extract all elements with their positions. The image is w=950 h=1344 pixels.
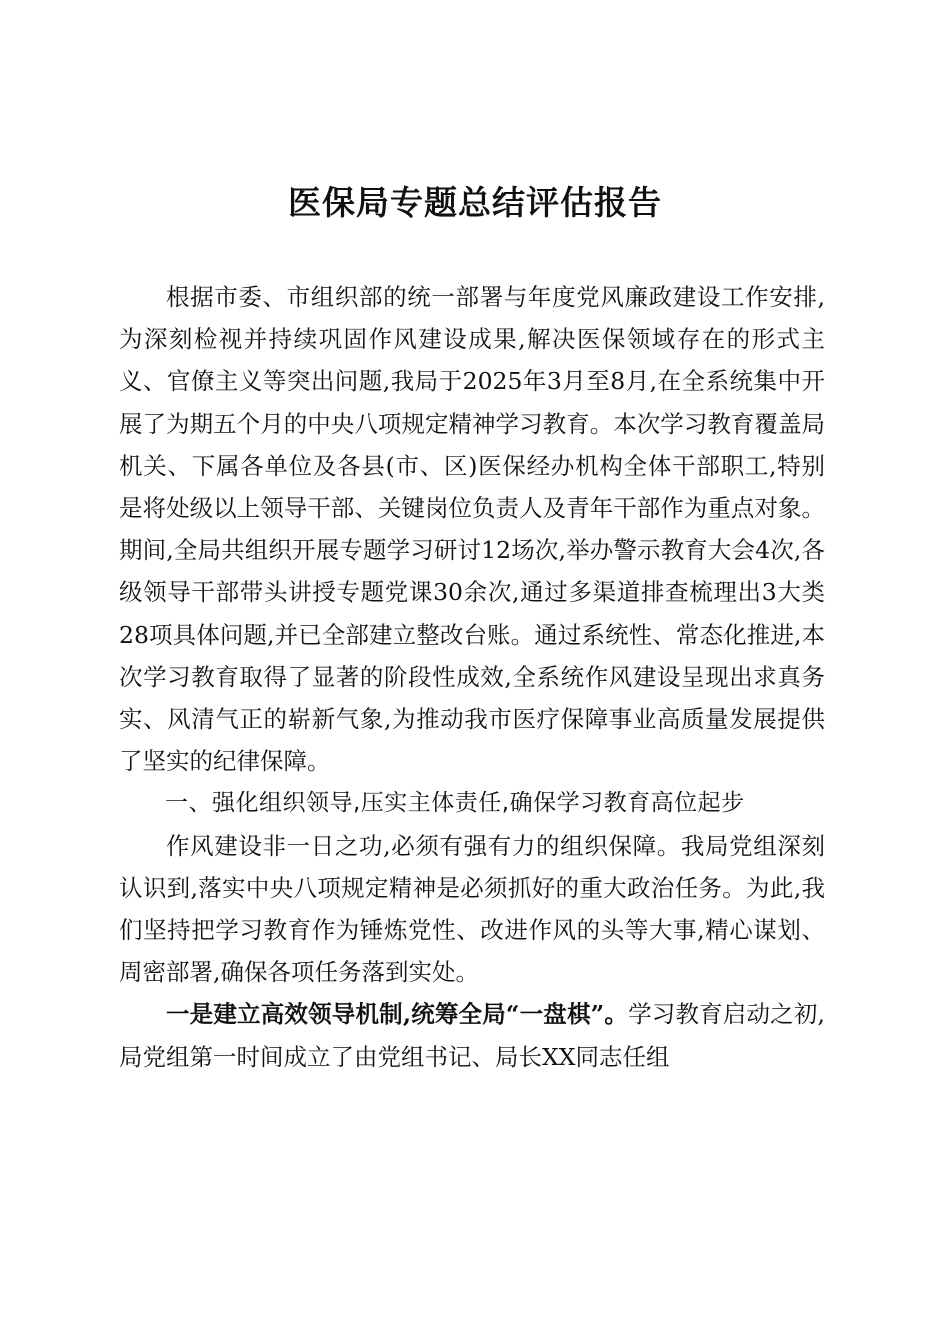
point-1-text: 学习教育启动之初,局党组第一时间成立了由党组书记、局长XX同志任组	[119, 1000, 825, 1071]
document-body	[119, 276, 825, 1078]
section-1-paragraph: 作风建设非一日之功,必须有强有力的组织保障。我局党组深刻认识到,落实中央八项规定精神是必须抓好的重大政治任务。为此,我们坚持把学习教育作为锤炼党性、改进作风的头等大事,精心谋划、周密部署,确保各项任务落到实处。	[119, 831, 825, 987]
intro-paragraph: 根据市委、市组织部的统一部署与年度党风廉政建设工作安排,为深刻检视并持续巩固作风建设成果,解决医保领域存在的形式主义、官僚主义等突出问题,我局于2025年3月至8月,在全系统集中开展了为期五个月的中央八项规定精神学习教育。本次学习教育覆盖局机关、下属各单位及各县(市、区)医保经办机构全体干部职工,特别是将处级以上领导干部、关键岗位负责人及青年干部作为重点对象。期间,全局共组织开展专题学习研讨12场次,举办警示教育大会4次,各级领导干部带头讲授专题党课30余次,通过多渠道排查梳理出3大类28项具体问题,并已全部建立整改台账。通过系统性、常态化推进,本次学习教育取得了显著的阶段性成效,全系统作风建设呈现出求真务实、风清气正的崭新气象,为推动我市医疗保障事业高质量发展提供了坚实的纪律保障。	[119, 283, 825, 776]
point-1-lead: 一是建立高效领导机制,统筹全局“一盘棋”。	[166, 1000, 629, 1029]
section-1-heading: 一、强化组织领导,压实主体责任,确保学习教育高位起步	[165, 790, 745, 817]
document-title: 医保局专题总结评估报告	[288, 183, 662, 222]
section-1-point-1	[119, 993, 825, 1077]
